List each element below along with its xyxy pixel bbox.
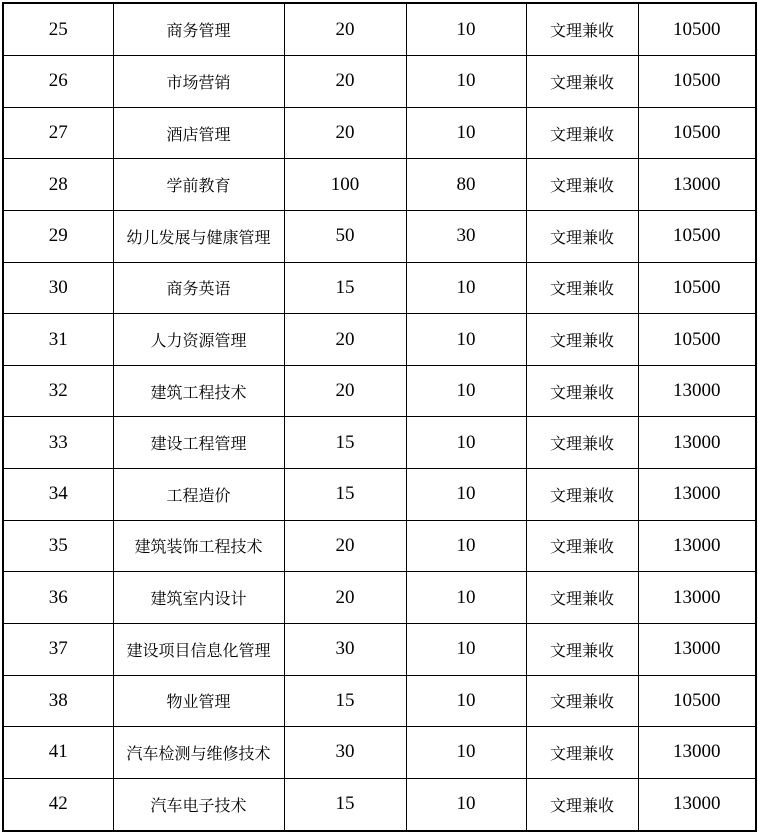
table-cell: 30 <box>284 727 406 779</box>
table-cell: 20 <box>284 56 406 108</box>
table-cell: 文理兼收 <box>526 623 638 675</box>
table-cell: 建设项目信息化管理 <box>113 623 284 675</box>
table-cell: 文理兼收 <box>526 159 638 211</box>
table-row <box>3 417 756 469</box>
table-cell: 文理兼收 <box>526 727 638 779</box>
table-body <box>3 3 756 831</box>
table-cell: 10 <box>406 314 526 366</box>
table-cell: 10 <box>406 675 526 727</box>
table-cell: 10 <box>406 262 526 314</box>
table-row <box>3 572 756 624</box>
table-cell: 10 <box>406 365 526 417</box>
table-cell: 汽车检测与维修技术 <box>113 727 284 779</box>
table-cell: 酒店管理 <box>113 107 284 159</box>
table-cell: 10500 <box>638 3 756 56</box>
table-cell: 10500 <box>638 56 756 108</box>
table-cell: 13000 <box>638 727 756 779</box>
table-cell: 10500 <box>638 675 756 727</box>
table-cell: 15 <box>284 469 406 521</box>
table-cell: 文理兼收 <box>526 262 638 314</box>
table-cell: 汽车电子技术 <box>113 778 284 831</box>
table-cell: 32 <box>3 365 113 417</box>
table-cell: 10 <box>406 107 526 159</box>
table-cell: 建筑工程技术 <box>113 365 284 417</box>
table-cell: 13000 <box>638 520 756 572</box>
table-row <box>3 107 756 159</box>
table-cell: 10500 <box>638 314 756 366</box>
table-cell: 36 <box>3 572 113 624</box>
table-cell: 文理兼收 <box>526 469 638 521</box>
table-cell: 26 <box>3 56 113 108</box>
table-cell: 15 <box>284 778 406 831</box>
table-cell: 学前教育 <box>113 159 284 211</box>
table-row <box>3 520 756 572</box>
table-cell: 31 <box>3 314 113 366</box>
table-cell: 10 <box>406 623 526 675</box>
table-cell: 文理兼收 <box>526 675 638 727</box>
table-cell: 10 <box>406 3 526 56</box>
table-cell: 20 <box>284 365 406 417</box>
table-row <box>3 365 756 417</box>
table-cell: 工程造价 <box>113 469 284 521</box>
table-cell: 13000 <box>638 623 756 675</box>
table-cell: 建筑装饰工程技术 <box>113 520 284 572</box>
table-cell: 文理兼收 <box>526 56 638 108</box>
table-cell: 25 <box>3 3 113 56</box>
table-cell: 人力资源管理 <box>113 314 284 366</box>
table-cell: 文理兼收 <box>526 778 638 831</box>
table-cell: 30 <box>3 262 113 314</box>
table-row <box>3 778 756 831</box>
table-cell: 30 <box>406 211 526 263</box>
table-cell: 文理兼收 <box>526 417 638 469</box>
table-cell: 15 <box>284 675 406 727</box>
table-row <box>3 314 756 366</box>
table-row <box>3 469 756 521</box>
table-row <box>3 3 756 56</box>
table-cell: 29 <box>3 211 113 263</box>
table-row <box>3 159 756 211</box>
table-cell: 13000 <box>638 778 756 831</box>
table-row <box>3 211 756 263</box>
table-cell: 10 <box>406 778 526 831</box>
admissions-table <box>2 2 757 832</box>
table-row <box>3 675 756 727</box>
table-cell: 20 <box>284 107 406 159</box>
table-cell: 38 <box>3 675 113 727</box>
table-cell: 10 <box>406 520 526 572</box>
table-cell: 文理兼收 <box>526 520 638 572</box>
table-cell: 13000 <box>638 417 756 469</box>
table-row <box>3 56 756 108</box>
table-cell: 20 <box>284 314 406 366</box>
table-cell: 41 <box>3 727 113 779</box>
table-cell: 商务管理 <box>113 3 284 56</box>
table-cell: 37 <box>3 623 113 675</box>
table-cell: 建筑室内设计 <box>113 572 284 624</box>
table-cell: 10 <box>406 469 526 521</box>
table-cell: 建设工程管理 <box>113 417 284 469</box>
table-cell: 13000 <box>638 469 756 521</box>
table-cell: 28 <box>3 159 113 211</box>
table-cell: 100 <box>284 159 406 211</box>
table-cell: 文理兼收 <box>526 365 638 417</box>
table-cell: 15 <box>284 262 406 314</box>
table-cell: 50 <box>284 211 406 263</box>
table-cell: 10500 <box>638 107 756 159</box>
table-cell: 10 <box>406 572 526 624</box>
table-cell: 13000 <box>638 572 756 624</box>
table-cell: 文理兼收 <box>526 211 638 263</box>
table-cell: 42 <box>3 778 113 831</box>
table-cell: 文理兼收 <box>526 107 638 159</box>
table-cell: 商务英语 <box>113 262 284 314</box>
table-cell: 20 <box>284 520 406 572</box>
table-cell: 33 <box>3 417 113 469</box>
table-row <box>3 623 756 675</box>
table-cell: 34 <box>3 469 113 521</box>
table-cell: 10 <box>406 727 526 779</box>
table-cell: 10 <box>406 417 526 469</box>
table-cell: 文理兼收 <box>526 3 638 56</box>
table-cell: 27 <box>3 107 113 159</box>
table-cell: 35 <box>3 520 113 572</box>
table-cell: 20 <box>284 572 406 624</box>
table-cell: 幼儿发展与健康管理 <box>113 211 284 263</box>
table-cell: 物业管理 <box>113 675 284 727</box>
table-cell: 80 <box>406 159 526 211</box>
table-cell: 30 <box>284 623 406 675</box>
table-cell: 15 <box>284 417 406 469</box>
table-row <box>3 727 756 779</box>
table-row <box>3 262 756 314</box>
table-cell: 市场营销 <box>113 56 284 108</box>
table-cell: 13000 <box>638 365 756 417</box>
table-cell: 13000 <box>638 159 756 211</box>
table-cell: 10 <box>406 56 526 108</box>
table-cell: 文理兼收 <box>526 314 638 366</box>
table-cell: 10500 <box>638 262 756 314</box>
table-cell: 10500 <box>638 211 756 263</box>
table-cell: 20 <box>284 3 406 56</box>
table-cell: 文理兼收 <box>526 572 638 624</box>
